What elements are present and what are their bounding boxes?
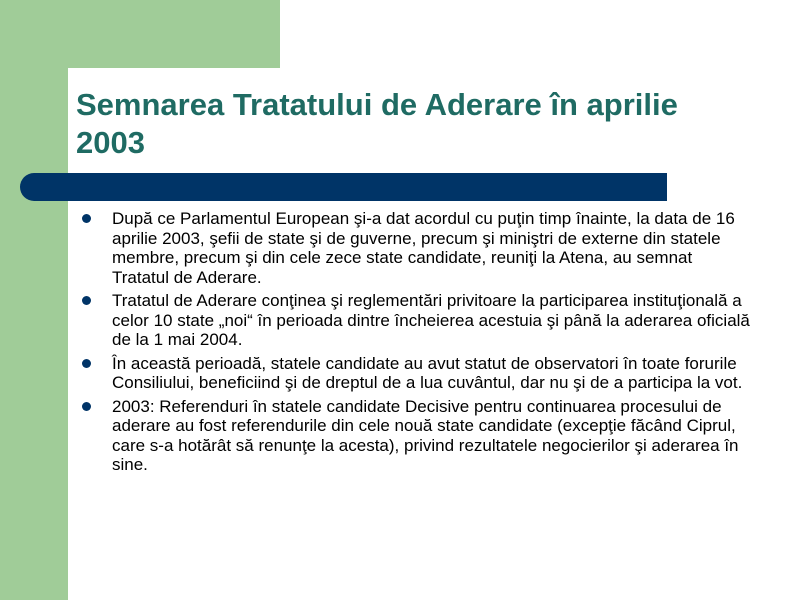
bullet-text: 2003: Referenduri în statele candidate Decisive pentru continuarea procesului de aderare au fost referendurile din cele nouă state candidate (excepţie făcând Ciprul, care s-a hotărât să renunţe la acesta), privind rezultatele negocierilor şi aderarea în sine. [112,396,739,474]
bullet-text: În această perioadă, statele candidate au avut statut de observatori în toate forurile Consiliului, beneficiind şi de dreptul de a lua cuvântul, dar nu şi de a participa la vot. [112,353,743,392]
bullet-dot-icon [82,402,91,411]
bullet-item-4 [80,397,750,475]
bullet-dot-icon [82,296,91,305]
bullet-item-2 [80,291,750,350]
slide-title: Semnarea Tratatului de Aderare în aprilie 2003 [76,87,678,160]
title-divider-bar [20,173,667,201]
bullet-text: Tratatul de Aderare conţinea şi reglementări privitoare la participarea instituţională a celor 10 state „noi“ în perioada dintre încheierea acestuia şi până la aderarea oficială de la 1 mai 2004. [112,291,750,349]
bullet-item-3 [80,354,750,393]
left-decorative-band [0,0,68,600]
bullet-text: După ce Parlamentul European şi-a dat acordul cu puţin timp înainte, la data de 16 aprilie 2003, şefii de state şi de guverne, precum şi miniştri de externe din statele membre, precum şi din cele zece state candidate, reuniţi la Atena, au semnat Tratatul de Aderare. [112,209,735,287]
bullet-list [80,209,750,479]
top-decorative-band [0,0,280,68]
bullet-dot-icon [82,214,91,223]
bullet-item-1 [80,209,750,287]
bullet-dot-icon [82,359,91,368]
